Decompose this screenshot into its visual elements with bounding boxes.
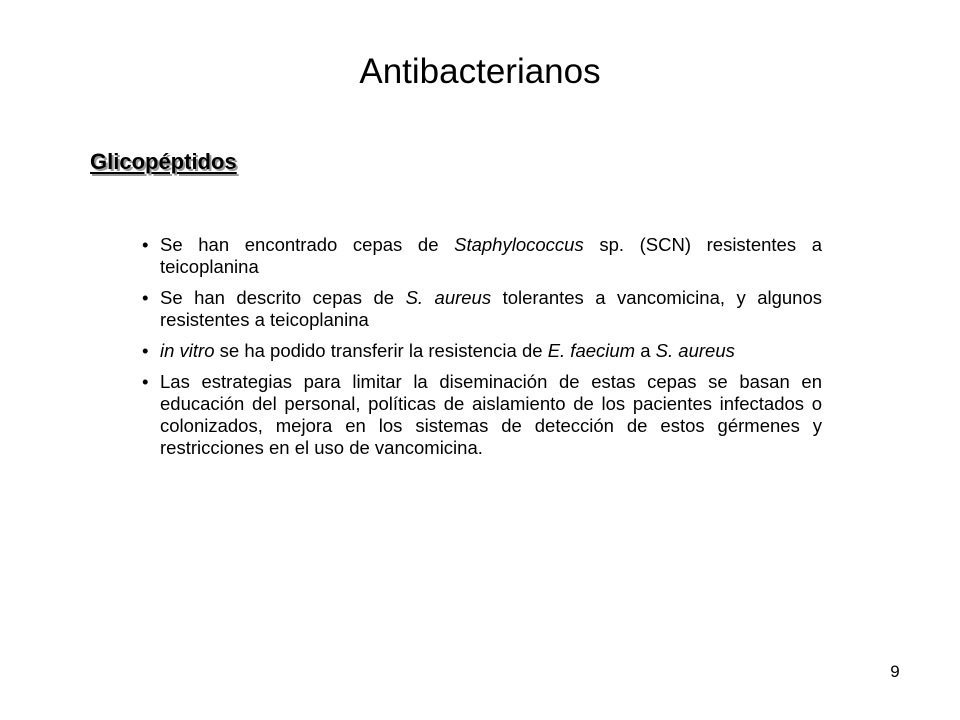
bullet-list <box>142 234 822 468</box>
text-segment: Se han encontrado cepas de <box>160 234 455 255</box>
slide-title: Antibacterianos <box>359 52 601 91</box>
bullet-mark: • <box>142 287 149 308</box>
text-segment: Las estrategias para limitar la diseminación de estas cepas se basan en educación del personal, políticas de aislamiento de los pacientes infectados o colonizados, mejora en los sistemas de detección de estos gérmenes y restricciones en el uso de vancomicina. <box>160 371 822 458</box>
bullet-text <box>160 340 735 361</box>
page-number: 9 <box>890 662 900 681</box>
text-segment: tolerantes a vancomicina, y algunos resistentes a teicoplanina <box>160 287 822 330</box>
bullet-mark: • <box>142 234 149 255</box>
text-segment: se ha podido transferir la resistencia de <box>214 340 548 361</box>
text-segment-italic: in vitro <box>160 340 215 361</box>
bullet-item <box>142 287 822 331</box>
text-segment-italic: Staphylococcus <box>454 234 584 255</box>
bullet-mark: • <box>142 371 149 392</box>
section-heading: Glicopéptidos <box>90 149 237 174</box>
text-segment-italic: S. aureus <box>655 340 735 361</box>
text-segment-italic: E. faecium <box>547 340 636 361</box>
bullet-text <box>160 371 822 458</box>
text-segment: a <box>635 340 656 361</box>
text-segment: sp. (SCN) resistentes a teicoplanina <box>160 234 822 277</box>
bullet-item <box>142 371 822 459</box>
bullet-text <box>160 287 822 330</box>
text-segment-italic: S. aureus <box>405 287 492 308</box>
bullet-item <box>142 234 822 278</box>
bullet-mark: • <box>142 340 149 361</box>
text-segment: Se han descrito cepas de <box>160 287 406 308</box>
bullet-text <box>160 234 822 277</box>
bullet-item <box>142 340 822 362</box>
